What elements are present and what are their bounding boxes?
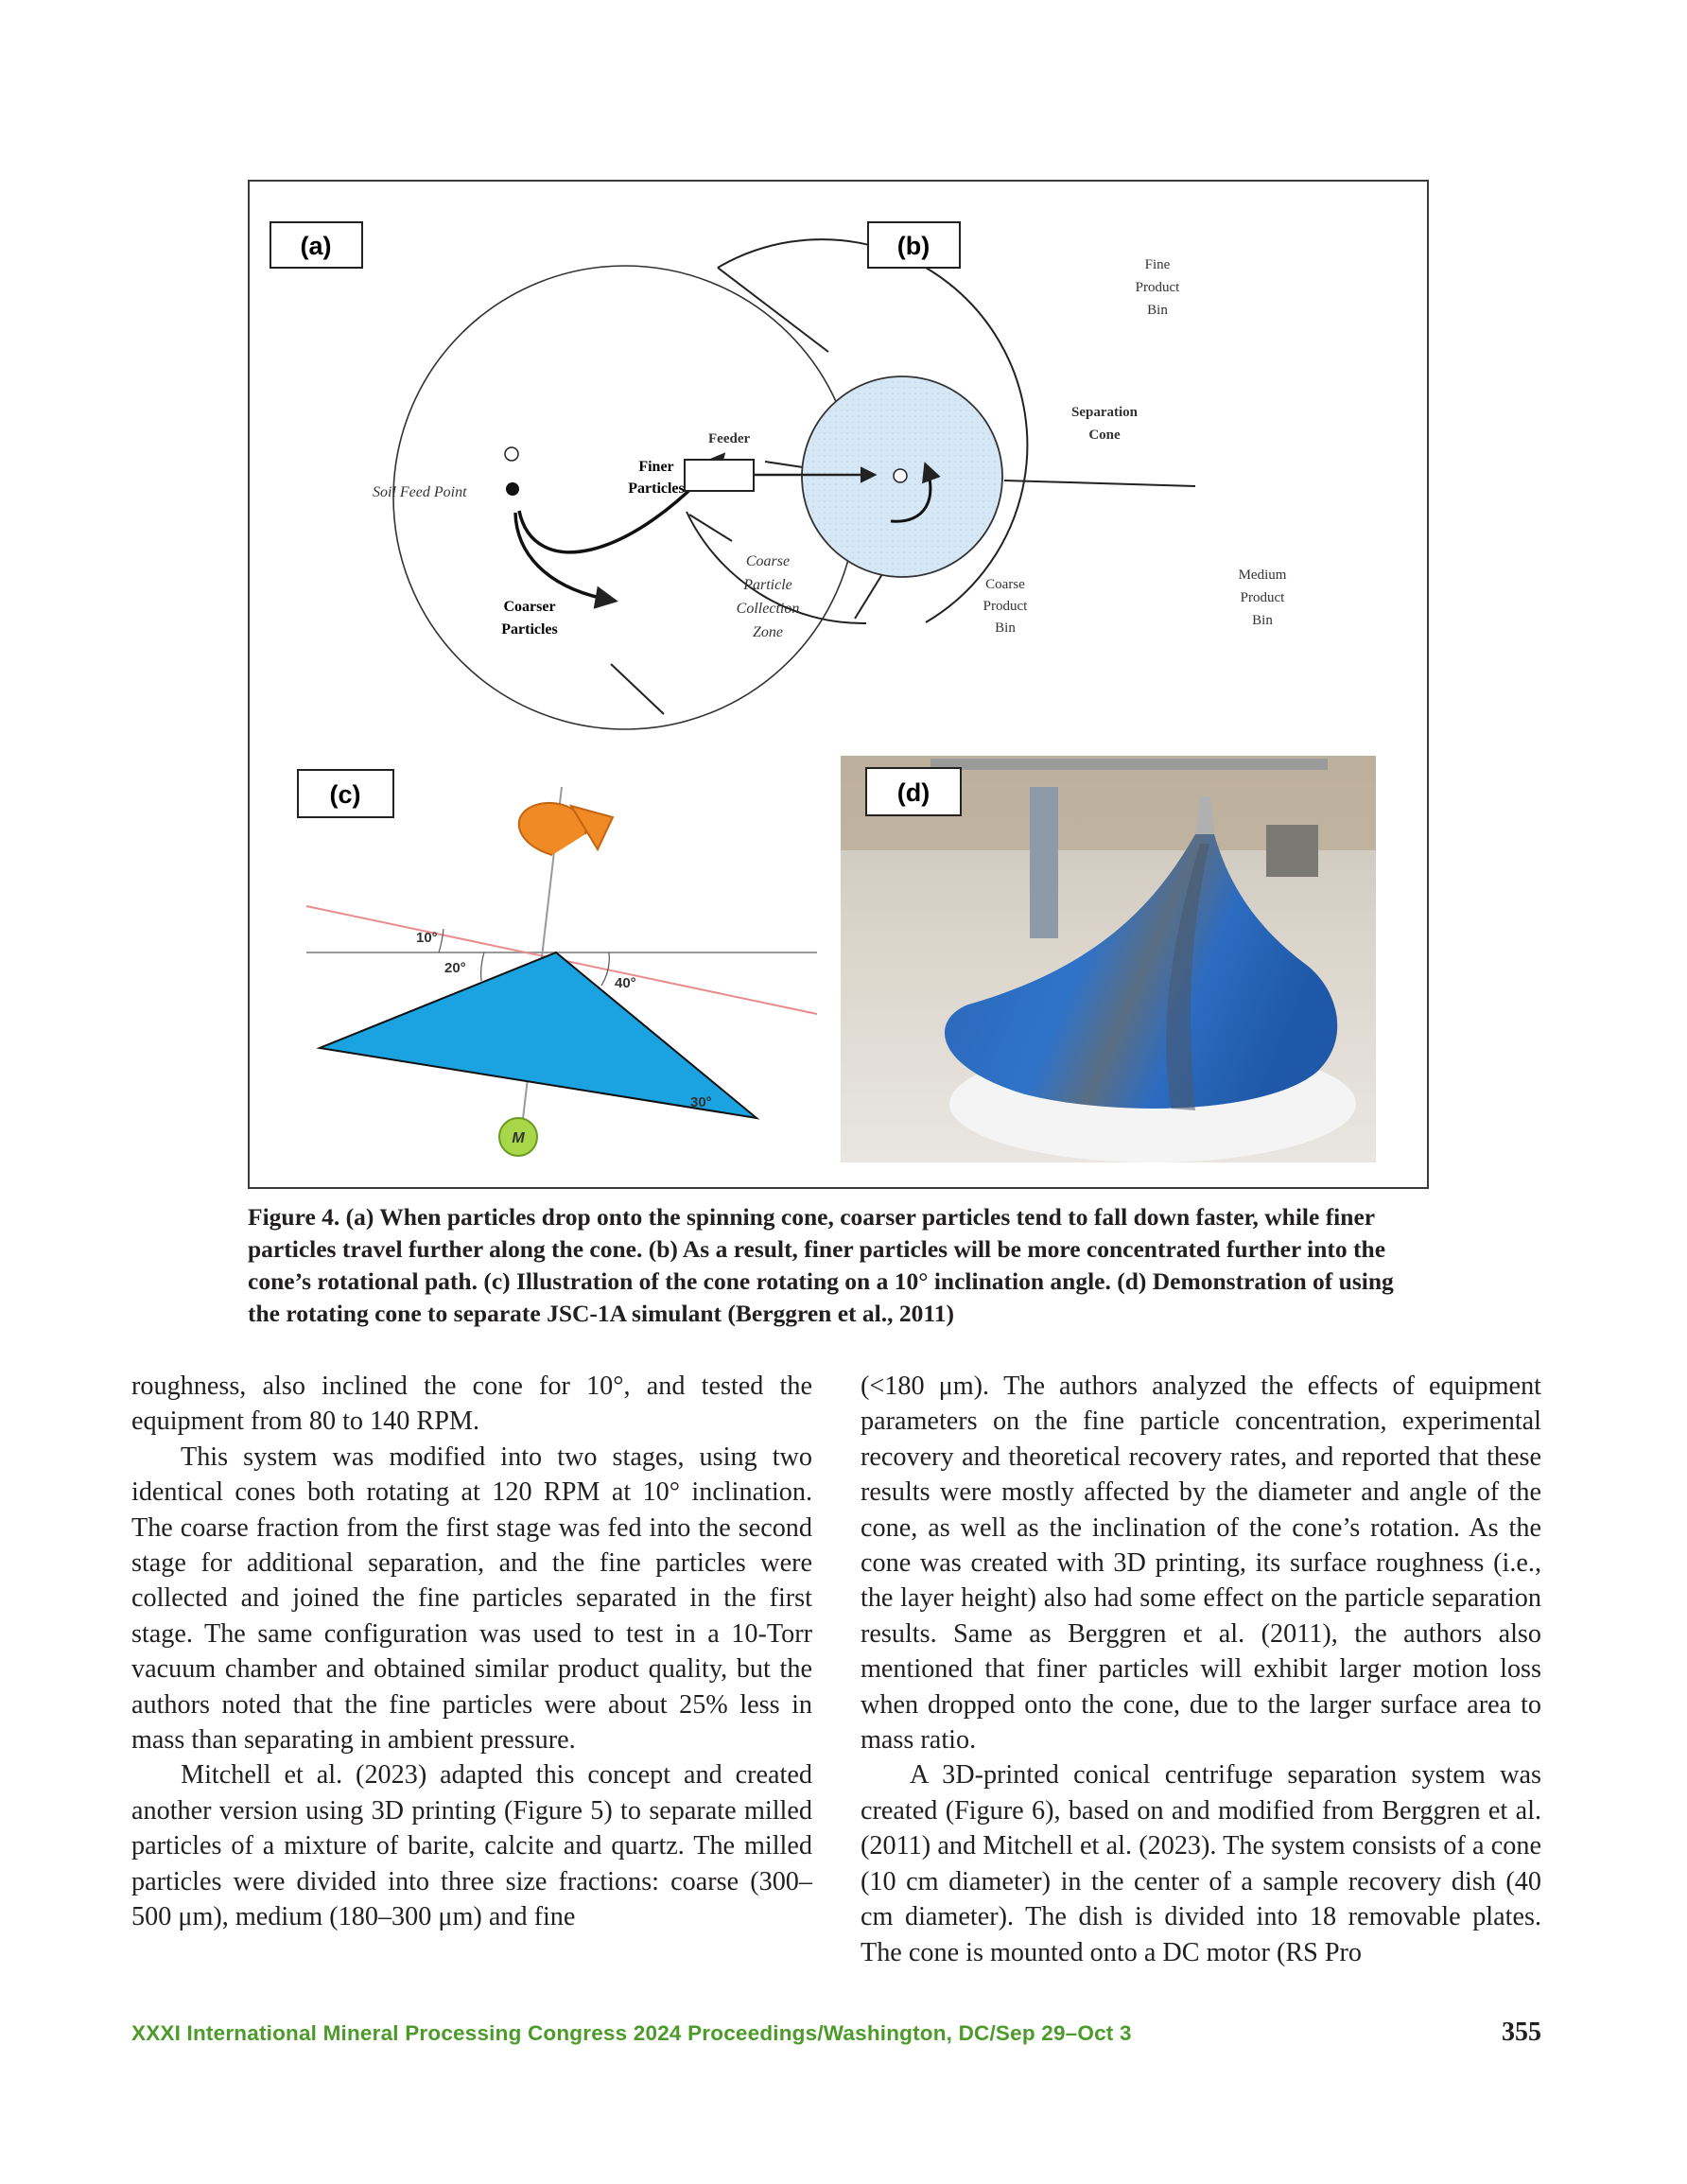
coarse-bin-label-2: Product (983, 599, 1028, 614)
body-column-right (861, 1369, 1541, 1970)
angle-30-label: 30° (690, 1094, 712, 1110)
soil-feed-point-label: Soil Feed Point (373, 484, 467, 500)
zone-boundary-lower (611, 664, 664, 714)
fine-bin-label-2: Product (1135, 280, 1180, 295)
medium-bin-label-2: Product (1240, 590, 1285, 605)
feeder-body (685, 460, 754, 491)
panel-a-label: (a) (300, 232, 332, 260)
feeder-label: Feeder (708, 431, 751, 446)
coarser-arrow (515, 513, 614, 601)
collection-zone-label-1: Coarse (745, 553, 791, 569)
photo-frame-post (1030, 787, 1058, 938)
soil-feed-dot (506, 482, 519, 496)
coarser-particles-label-1: Coarser (503, 599, 556, 615)
panel-d-photo (841, 756, 1376, 1162)
conference-footer: XXXI International Mineral Processing Congress 2024 Proceedings/Washington, DC/Sep 29–Oct 3 (131, 2021, 1132, 2045)
angle-40-label: 40° (615, 975, 636, 991)
coarse-bin-label-3: Bin (995, 620, 1016, 636)
panel-b-label: (b) (896, 232, 930, 260)
fine-bin-label-1: Fine (1144, 257, 1171, 272)
panel-c-label: (c) (329, 780, 361, 809)
panel-b (685, 222, 1287, 636)
empty-feed-dot (505, 447, 518, 461)
paragraph: (<180 μm). The authors analyzed the effects of equipment parameters on the fine particle concentration, experimental recovery and theoretical recovery rates, and reported that these results were mostly affected by the diameter and angle of the cone, as well as the inclination of the cone’s rotation. As the cone was created with 3D printing, its surface roughness (i.e., the layer height) also had some effect on the particle separation results. Same as Berggren et al. (2011), the authors also mentioned that finer particles will exhibit larger motion loss when dropped onto the cone, due to the larger surface area to mass ratio. (861, 1372, 1541, 1756)
angle-arc-10 (439, 929, 443, 952)
angle-arc-20 (481, 952, 484, 981)
finer-particles-label-1: Finer (638, 459, 674, 475)
medium-bin-label-3: Bin (1252, 613, 1273, 628)
separation-cone-label-1: Separation (1070, 405, 1139, 420)
photo-block (1266, 825, 1318, 877)
body-column-left (131, 1369, 812, 1935)
paragraph: A 3D-printed conical centrifuge separation system was created (Figure 6), based on and modified from Berggren et al. (2011) and Mitchell et al. (2023). The system consists of a cone (10 cm diameter) in the center of a sample recovery dish (40 cm diameter). The dish is divided into 18 removable plates. The cone is mounted onto a DC motor (RS Pro (861, 1760, 1541, 1967)
figure-4 (248, 180, 1429, 1189)
paragraph: roughness, also inclined the cone for 10°, and tested the equipment from 80 to 140 RPM. (131, 1372, 812, 1437)
medium-bin-edge (1004, 480, 1195, 486)
figure-caption: Figure 4. (a) When particles drop onto the spinning cone, coarser particles tend to fall down faster, while finer particles travel further along the cone. (b) As a result, finer particles will be more concentrated further into the cone’s rotational path. (c) Illustration of the cone rotating on a 10° inclination angle. (d) Demonstration of using the rotating cone to separate JSC-1A simulant (Berggren et al., 2011) (248, 1203, 1394, 1327)
angle-10-label: 10° (416, 930, 438, 946)
coarse-bin-edge-1 (855, 574, 882, 619)
page-number: 355 (1502, 2018, 1541, 2047)
panel-c (298, 770, 817, 1156)
collection-zone-label-3: Collection (736, 601, 800, 617)
photo-frame-bar (930, 759, 1328, 770)
coarser-particles-label-2: Particles (501, 621, 558, 638)
medium-bin-label-1: Medium (1238, 568, 1287, 583)
angle-20-label: 20° (444, 960, 466, 976)
collection-zone-label-4: Zone (753, 624, 783, 640)
paragraph: This system was modified into two stages, using two identical cones both rotating at 120 RPM at 10° inclination. The coarse fraction from the first stage was fed into the second stage for additional separation, and the fine particles were collected and joined the fine particles separated in the first stage. The same configuration was used to test in a 10-Torr vacuum chamber and obtained similar product quality, but the authors noted that the fine particles were about 25% less in mass than separating in ambient pressure. (131, 1441, 812, 1756)
page-footer (131, 2018, 1541, 2059)
mass-label: M (512, 1130, 525, 1146)
coarse-bin-label-1: Coarse (985, 577, 1025, 592)
finer-particles-label-2: Particles (628, 480, 685, 497)
fine-bin-label-3: Bin (1147, 303, 1168, 318)
fine-bin-edge (718, 268, 828, 352)
separation-cone-label-2: Cone (1088, 428, 1121, 443)
cone-cross-section (320, 952, 757, 1118)
panel-d-label: (d) (896, 778, 930, 807)
cone-center (894, 469, 907, 482)
collection-zone-label-2: Particle (743, 577, 792, 593)
paragraph: Mitchell et al. (2023) adapted this concept and created another version using 3D printing (Figure 5) to separate milled particles of a mixture of barite, calcite and quartz. The milled particles were divided into three size fractions: coarse (300–500 μm), medium (180–300 μm) and fine (131, 1760, 812, 1932)
